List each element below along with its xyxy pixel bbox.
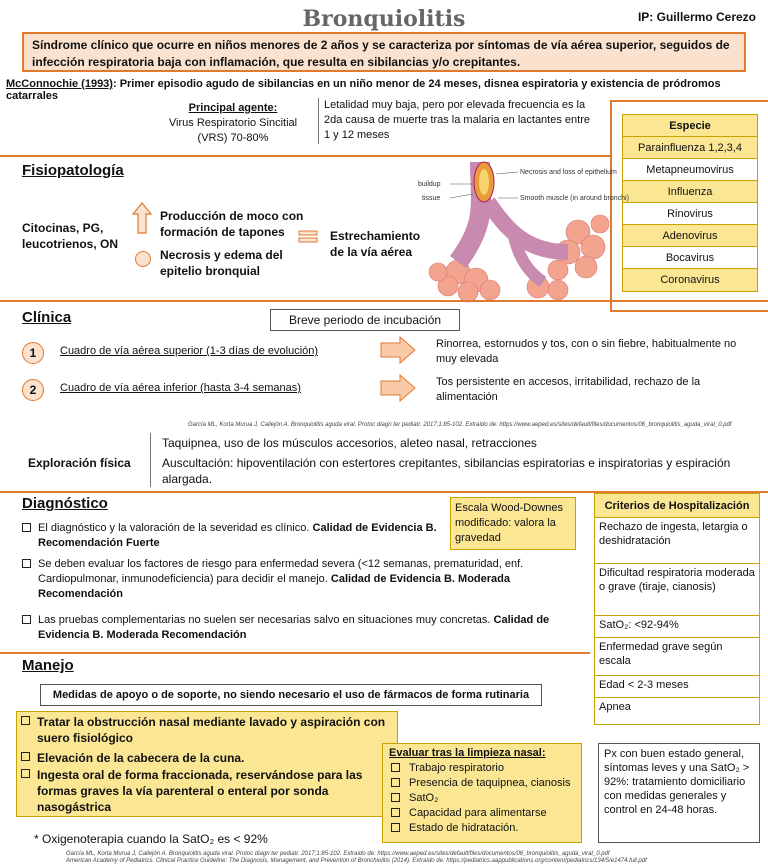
- manejo-actions: [16, 711, 398, 817]
- up-arrow-icon: [132, 202, 152, 234]
- agent-heading: Principal agente:: [188, 102, 278, 114]
- evaluate-title: Evaluar tras la limpieza nasal:: [389, 747, 546, 759]
- hospitalization-item: Edad < 2-3 meses: [595, 676, 759, 698]
- label-tissue: tissue: [422, 195, 441, 202]
- step-desc: Rinorrea, estornudos y tos, con o sin fiebre, habitualmente no muy elevada: [436, 338, 737, 365]
- page-title: Bronquiolitis: [302, 6, 466, 32]
- checkbox-icon: [391, 778, 400, 787]
- checkbox-icon: [22, 559, 31, 568]
- evaluate-item: Capacidad para alimentarse: [389, 806, 575, 821]
- agent-line2: (VRS) 70-80%: [197, 132, 269, 144]
- diagnostico-item: Se deben evaluar los factores de riesgo para enfermedad severa (<12 semanas, prematuridad, enf. Cardiopulmonar, inmunodeficiencia) para decidir el manejo. Calidad de Evidencia B. Moderada Recomendación: [22, 557, 582, 602]
- definition-box: Síndrome clínico que ocurre en niños menores de 2 años y se caracteriza por síntomas de vía aérea superior, seguidos de infección respiratoria baja con inflamación, que resulta en sibilancias y/o crepitantes.: [22, 32, 746, 72]
- especie-item: Bocavirus: [623, 247, 757, 269]
- especie-item: Metapneumovirus: [623, 159, 757, 181]
- evaluate-item: Trabajo respiratorio: [389, 761, 575, 776]
- agent-line1: Virus Respiratorio Sincitial: [168, 117, 298, 129]
- diagnostico-item: El diagnóstico y la valoración de la severidad es clínico. Calidad de Evidencia B. Recomendación Fuerte: [22, 521, 440, 551]
- especie-item: Adenovirus: [623, 225, 757, 247]
- evaluate-item: SatO₂: [389, 791, 575, 806]
- manejo-item: Ingesta oral de forma fraccionada, reservándose para las formas graves la vía parenteral o enteral por sonda nasogástrica: [21, 767, 391, 815]
- especie-item: Rinovirus: [623, 203, 757, 225]
- result-text: Estrechamiento de la vía aérea: [330, 229, 421, 259]
- manejo-title: Manejo: [22, 657, 74, 674]
- right-arrow-icon: [380, 336, 416, 364]
- effect-mucus: Producción de moco con formación de tapones: [160, 209, 304, 239]
- checkbox-icon: [391, 808, 400, 817]
- oxygen-note: * Oxigenoterapia cuando la SatO₂ es < 92%: [34, 832, 268, 846]
- checkbox-icon: [21, 716, 30, 725]
- section-divider: [0, 300, 768, 302]
- step-label: Cuadro de vía aérea superior (1-3 días de evolución): [60, 345, 319, 357]
- label-smooth-muscle: Smooth muscle (in around bronchi): [520, 195, 629, 202]
- support-measures-box: Medidas de apoyo o de soporte, no siendo necesario el uso de fármacos de forma rutinaria: [40, 684, 542, 706]
- mediators-text: Citocinas, PG, leucotrienos, ON: [22, 221, 119, 251]
- especie-item: Parainfluenza 1,2,3,4: [623, 137, 757, 159]
- mcconnochie-ref: McConnochie (1993): [6, 78, 113, 90]
- principal-agent: [150, 101, 316, 146]
- exploracion-line2: Auscultación: hipoventilación con estertores crepitantes, sibilancias espiratorias e inspiratorias y espiración alargada.: [162, 456, 731, 486]
- checkbox-icon: [22, 615, 31, 624]
- px-box: Px con buen estado general, síntomas leves y una SatO₂ > 92%: tratamiento domiciliario con medidas generales y control en 24-48 horas.: [598, 743, 760, 843]
- especie-panel: [610, 100, 768, 312]
- checkbox-icon: [391, 793, 400, 802]
- exploracion-line1: Taquipnea, uso de los músculos accesorios, aleteo nasal, retracciones: [162, 436, 537, 450]
- evaluate-item: Presencia de taquipnea, cianosis: [389, 776, 575, 791]
- label-buildup: buildup: [418, 181, 441, 188]
- hospitalization-criteria: [594, 493, 760, 725]
- wood-downes-box: Escala Wood-Downes modificado: valora la gravedad: [450, 497, 576, 550]
- diagnostico-item: Las pruebas complementarias no suelen ser necesarias salvo en situaciones muy concretas. Calidad de Evidencia B. Moderada Recomendación: [22, 613, 582, 643]
- checkbox-icon: [391, 823, 400, 832]
- step-desc: Tos persistente en accesos, irritabilidad, rechazo de la alimentación: [436, 376, 701, 403]
- label-necrosis: Necrosis and loss of epithelium: [520, 169, 617, 176]
- hospitalization-item: Rechazo de ingesta, letargia o deshidratación: [595, 518, 759, 564]
- fisiopatologia-title: Fisiopatología: [22, 162, 124, 179]
- checkbox-icon: [21, 769, 30, 778]
- evaluate-box: [382, 743, 582, 843]
- section-divider: [0, 652, 590, 654]
- manejo-item: Elevación de la cabecera de la cuna.: [21, 750, 391, 766]
- footer-reference-1: García ML, Korta Murua J, Callejón A. Bronquiolitis aguda viral. Protoc diagn ter pediatr. 2017;1:85-102. Extraído de: https://www.aeped.es/sites/default/files/documentos/06_bronquiolitis_aguda_viral_0.pdf: [66, 851, 610, 857]
- hospitalization-item: SatO₂: <92-94%: [595, 616, 759, 638]
- lethality-text: Letalidad muy baja, pero por elevada frecuencia es la 2da causa de muerte tras la malaria en lactantes entre 1 y 12 meses: [324, 99, 590, 141]
- incubation-box: Breve periodo de incubación: [270, 309, 460, 331]
- especie-item: Coronavirus: [623, 269, 757, 291]
- especie-header: Especie: [623, 115, 757, 137]
- step-label: Cuadro de vía aérea inferior (hasta 3-4 semanas): [60, 382, 301, 394]
- mcconnochie-text: : Primer episodio agudo de sibilancias en un niño menor de 24 meses, disnea espiratoria y existencia de pródromos catarrales: [6, 78, 721, 102]
- especie-item: Influenza: [623, 181, 757, 203]
- clinica-title: Clínica: [22, 309, 72, 326]
- bronchiole-illustration: [418, 162, 629, 302]
- section-divider: [0, 155, 610, 157]
- checkbox-icon: [391, 763, 400, 772]
- clinica-reference: García ML, Korta Murua J, Callejón A. Bronquiolitis aguda viral. Protoc diagn ter pediatr. 2017;1:85-102. Extraído de: https://www.aeped.es/sites/default/files/documentos/06_bronquiolitis_aguda_viral_0.pdf: [188, 422, 732, 428]
- effect-necrosis: Necrosis y edema del epitelio bronquial: [160, 248, 283, 278]
- hospitalization-item: Apnea: [599, 701, 631, 713]
- exploracion-label: Exploración física: [28, 456, 131, 470]
- step-number: 1: [22, 342, 44, 364]
- checkbox-icon: [22, 523, 31, 532]
- right-arrow-icon: [380, 374, 416, 402]
- exploracion-divider: [150, 433, 151, 487]
- step-number: 2: [22, 379, 44, 401]
- especie-list: [622, 114, 758, 292]
- hospitalization-header: Criterios de Hospitalización: [595, 494, 759, 518]
- checkbox-icon: [21, 752, 30, 761]
- diagnostico-title: Diagnóstico: [22, 495, 108, 512]
- manejo-item: Tratar la obstrucción nasal mediante lavado y aspiración con suero fisiológico: [21, 714, 391, 746]
- equals-icon: [298, 230, 318, 244]
- circle-bullet-icon: [135, 251, 151, 267]
- footer-reference-2: American Academy of Pediatrics. Clinical Practice Guideline: The Diagnosis, Management, and Prevention of Bronchiolitis (2014). Extraído de: https://pediatrics.aappublications.org/content/pediatrics/134/5/e1474.full.pdf: [66, 858, 647, 864]
- hospitalization-item: Dificultad respiratoria moderada o grave (tiraje, cianosis): [595, 564, 759, 616]
- evaluate-item: Estado de hidratación.: [389, 821, 575, 836]
- hospitalization-item: Enfermedad grave según escala: [595, 638, 759, 676]
- author-label: IP: Guillermo Cerezo: [637, 10, 756, 24]
